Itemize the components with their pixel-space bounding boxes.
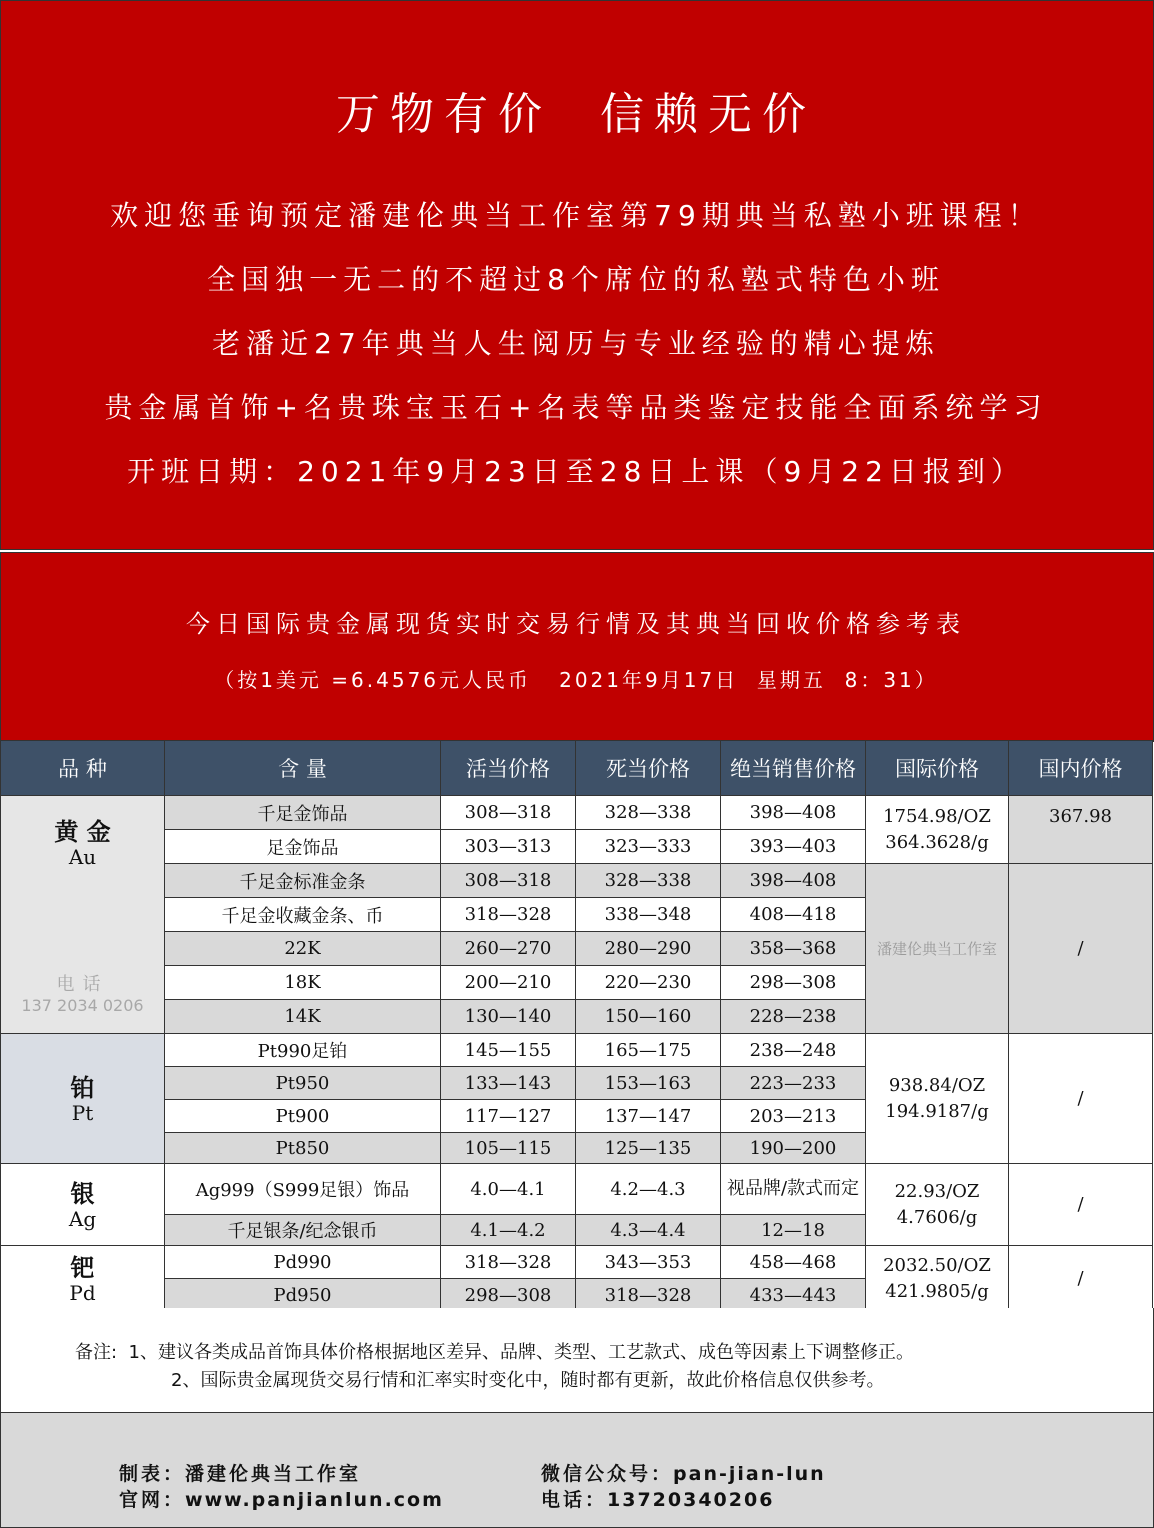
sale-price-cell: 433—443 [721,1279,866,1312]
footer-maker-label: 制表： [119,1463,186,1485]
dead-price-cell: 280—290 [576,932,721,966]
sale-price-cell: 398—408 [721,864,866,898]
dead-price-cell: 323—333 [576,830,721,864]
domestic-price-cell: / [1009,1164,1153,1246]
col-header-content: 含 量 [165,741,441,796]
live-price-cell: 318—328 [441,1246,576,1279]
content-cell: 18K [165,966,441,1000]
live-price-cell: 200—210 [441,966,576,1000]
domestic-price-cell: 367.98 [1009,796,1153,864]
category-palladium [1,1246,165,1312]
content-cell: 足金饰品 [165,830,441,864]
category-platinum [1,1034,165,1164]
intl-price-gram: 194.9187/g [885,1100,989,1122]
col-header-domestic-price: 国内价格 [1009,741,1153,796]
footer-maker [119,1459,361,1486]
price-table [0,740,1153,1312]
promo-line-experience: 老潘近27年典当人生阅历与专业经验的精心提炼 [212,327,940,360]
content-cell: 千足金收藏金条、币 [165,898,441,932]
footer-wechat-value: pan-jian-lun [673,1463,826,1485]
table-header-row [1,741,1153,796]
domestic-price-cell: / [1009,864,1153,1034]
col-header-sale-price: 绝当销售价格 [721,741,866,796]
intl-price-oz: 1754.98/OZ [883,805,991,827]
intl-price-oz: 22.93/OZ [894,1180,980,1202]
content-cell: 22K [165,932,441,966]
live-price-cell: 4.1—4.2 [441,1215,576,1246]
category-symbol: Au [68,845,97,869]
slogan: 万物有价 信赖无价 [336,89,816,140]
footer-wechat [541,1459,826,1486]
dead-price-cell: 153—163 [576,1067,721,1100]
table-row [1,1246,1153,1279]
intl-price-gram: 421.9805/g [885,1280,989,1302]
category-name: 钯 [70,1253,95,1282]
live-price-cell: 105—115 [441,1133,576,1164]
dead-price-cell: 165—175 [576,1034,721,1067]
live-price-cell: 145—155 [441,1034,576,1067]
footer-wechat-label: 微信公众号： [541,1463,674,1485]
live-price-cell: 308—318 [441,796,576,830]
exchange-rate-subtitle: （按1美元 =6.4576元人民币 2021年9月17日 星期五 8：31） [214,668,938,692]
category-symbol: Ag [68,1206,97,1231]
content-cell: 千足金饰品 [165,796,441,830]
intl-price-oz: 2032.50/OZ [883,1254,991,1276]
notes-section [0,1308,1154,1413]
dead-price-cell: 137—147 [576,1100,721,1133]
footer-phone-value: 13720340206 [607,1489,775,1511]
col-header-intl-price: 国际价格 [866,741,1009,796]
sale-price-cell: 视品牌/款式而定 [721,1164,866,1215]
live-price-cell: 303—313 [441,830,576,864]
col-header-live-price: 活当价格 [441,741,576,796]
col-header-category: 品 种 [1,741,165,796]
dead-price-cell: 220—230 [576,966,721,1000]
content-cell: 千足银条/纪念银币 [165,1215,441,1246]
domestic-price-cell: / [1009,1034,1153,1164]
footer-phone [541,1485,774,1512]
content-cell: Pt850 [165,1133,441,1164]
content-cell: Pt990足铂 [165,1034,441,1067]
category-name: 铂 [70,1073,95,1102]
sale-price-cell: 393—403 [721,830,866,864]
domestic-price-cell: / [1009,1246,1153,1312]
promo-line-course: 欢迎您垂询预定潘建伦典当工作室第79期典当私塾小班课程！ [110,199,1042,232]
table-row [1,1164,1153,1215]
dead-price-cell: 338—348 [576,898,721,932]
promo-line-seats: 全国独一无二的不超过8个席位的私塾式特色小班 [207,263,945,296]
content-cell: Pd950 [165,1279,441,1312]
live-price-cell: 130—140 [441,1000,576,1034]
sale-price-cell: 190—200 [721,1133,866,1164]
sale-price-cell: 398—408 [721,796,866,830]
category-gold [1,796,165,1034]
table-title: 今日国际贵金属现货实时交易行情及其典当回收价格参考表 [186,610,966,638]
category-symbol: Pd [69,1280,96,1305]
intl-price-cell [866,1246,1009,1312]
footer-phone-label: 电话： [541,1489,608,1511]
sale-price-cell: 223—233 [721,1067,866,1100]
content-cell: 千足金标准金条 [165,864,441,898]
live-price-cell: 260—270 [441,932,576,966]
footer-site-link[interactable]: www.panjianlun.com [185,1489,444,1511]
live-price-cell: 298—308 [441,1279,576,1312]
table-row [1,1034,1153,1067]
dead-price-cell: 328—338 [576,864,721,898]
live-price-cell: 133—143 [441,1067,576,1100]
content-cell: Pt900 [165,1100,441,1133]
live-price-cell: 308—318 [441,864,576,898]
content-cell: 14K [165,1000,441,1034]
dead-price-cell: 125—135 [576,1133,721,1164]
category-symbol: Pt [71,1100,94,1125]
dead-price-cell: 4.3—4.4 [576,1215,721,1246]
footer-maker-value: 潘建伦典当工作室 [185,1463,362,1485]
sale-price-cell: 298—308 [721,966,866,1000]
sale-price-cell: 358—368 [721,932,866,966]
intl-price-gram: 4.7606/g [896,1206,978,1228]
live-price-cell: 318—328 [441,898,576,932]
dead-price-cell: 150—160 [576,1000,721,1034]
live-price-cell: 4.0—4.1 [441,1164,576,1215]
sale-price-cell: 458—468 [721,1246,866,1279]
category-name: 银 [70,1179,95,1208]
dead-price-cell: 328—338 [576,796,721,830]
col-header-dead-price: 死当价格 [576,741,721,796]
intl-price-cell [866,796,1009,864]
sale-price-cell: 408—418 [721,898,866,932]
intl-price-cell [866,1164,1009,1246]
phone-watermark [1,970,164,1015]
content-cell: Pt950 [165,1067,441,1100]
table-row [1,796,1153,830]
category-silver [1,1164,165,1246]
phone-number: 137 2034 0206 [21,996,144,1015]
dead-price-cell: 4.2—4.3 [576,1164,721,1215]
promo-line-subjects: 贵金属首饰+名贵珠宝玉石+名表等品类鉴定技能全面系统学习 [104,391,1048,424]
footer [0,1412,1154,1528]
note-line-2: 2、国际贵金属现货交易行情和汇率实时变化中，随时都有更新，故此价格信息仅供参考。 [171,1370,885,1391]
dead-price-cell: 318—328 [576,1279,721,1312]
intl-price-gram: 364.3628/g [885,831,989,853]
sale-price-cell: 238—248 [721,1034,866,1067]
intl-price-cell [866,1034,1009,1164]
dead-price-cell: 343—353 [576,1246,721,1279]
promo-line-dates: 开班日期：2021年9月23日至28日上课（9月22日报到） [127,455,1025,488]
note-line-1: 备注: 1、建议各类成品首饰具体价格根据地区差异、品牌、类型、工艺款式、成色等因素上下调整修正。 [75,1342,914,1363]
category-name: 黄 金 [54,818,111,846]
footer-site-label: 官网： [119,1489,186,1511]
studio-watermark: 潘建伦典当工作室 [866,864,1009,1034]
content-cell: Pd990 [165,1246,441,1279]
phone-label: 电话 [56,974,109,995]
sale-price-cell: 203—213 [721,1100,866,1133]
content-cell: Ag999（S999足银）饰品 [165,1164,441,1215]
sale-price-cell: 228—238 [721,1000,866,1034]
intl-price-oz: 938.84/OZ [888,1074,986,1096]
live-price-cell: 117—127 [441,1100,576,1133]
sale-price-cell: 12—18 [721,1215,866,1246]
table-title-banner [0,552,1154,742]
table-row [1,864,1153,898]
footer-site [119,1485,444,1512]
